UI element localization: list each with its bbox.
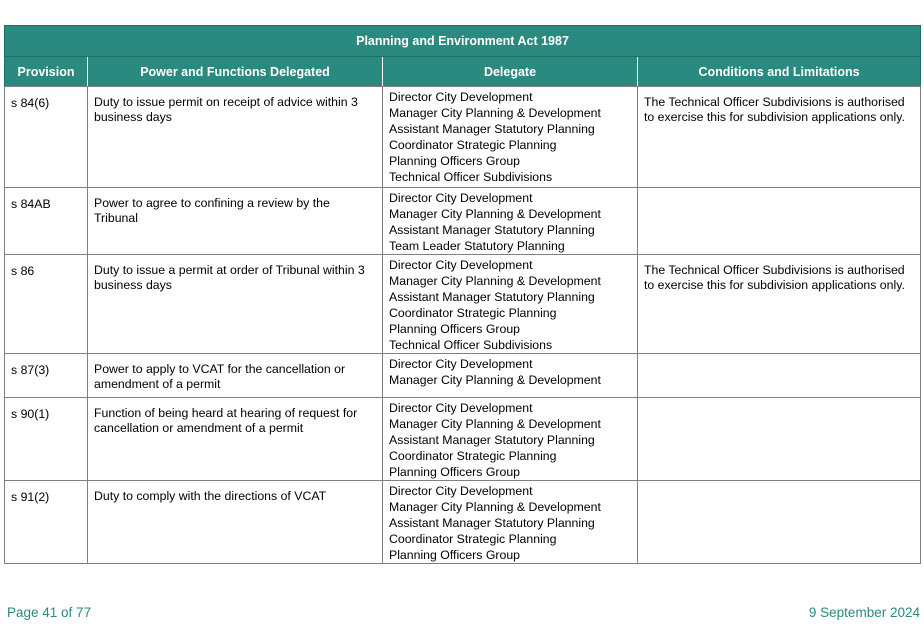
- delegate-cell: [383, 354, 638, 398]
- delegate-item: Director City Development: [389, 357, 533, 371]
- footer-date: 9 September 2024: [808, 605, 920, 620]
- delegate-item: Assistant Manager Statutory Planning: [389, 122, 595, 136]
- delegate-item: Coordinator Strategic Planning: [389, 306, 557, 320]
- delegate-item: Planning Officers Group: [389, 322, 521, 336]
- power-cell: Function of being heard at hearing of request for cancellation or amendment of a permit: [88, 398, 383, 481]
- delegate-item: Assistant Manager Statutory Planning: [389, 290, 595, 304]
- table-row: [5, 188, 921, 255]
- delegation-table-container: [4, 25, 920, 564]
- power-cell: Duty to comply with the directions of VCAT: [88, 481, 383, 564]
- delegate-item: Coordinator Strategic Planning: [389, 532, 557, 546]
- delegate-item: Manager City Planning & Development: [389, 274, 601, 288]
- delegate-item: Director City Development: [389, 90, 533, 104]
- delegate-cell: [383, 481, 638, 564]
- delegate-item: Assistant Manager Statutory Planning: [389, 516, 595, 530]
- provision-cell: s 84AB: [5, 188, 88, 255]
- delegation-table: [4, 25, 921, 564]
- table-row: [5, 87, 921, 188]
- table-row: [5, 398, 921, 481]
- delegate-item: Technical Officer Subdivisions: [389, 338, 553, 352]
- conditions-cell: The Technical Officer Subdivisions is authorised to exercise this for subdivision applications only.: [638, 255, 921, 354]
- delegate-item: Coordinator Strategic Planning: [389, 138, 557, 152]
- table-row: [5, 481, 921, 564]
- power-cell: Power to apply to VCAT for the cancellation or amendment of a permit: [88, 354, 383, 398]
- delegate-item: Manager City Planning & Development: [389, 106, 601, 120]
- conditions-cell: [638, 481, 921, 564]
- delegate-item: Director City Development: [389, 191, 533, 205]
- provision-cell: s 86: [5, 255, 88, 354]
- table-title: Planning and Environment Act 1987: [5, 26, 921, 57]
- delegate-item: Technical Officer Subdivisions: [389, 170, 553, 184]
- header-delegate: Delegate: [383, 57, 638, 87]
- delegate-item: Manager City Planning & Development: [389, 373, 601, 387]
- table-row: [5, 255, 921, 354]
- provision-cell: s 90(1): [5, 398, 88, 481]
- provision-cell: s 87(3): [5, 354, 88, 398]
- delegate-cell: [383, 255, 638, 354]
- delegate-item: Manager City Planning & Development: [389, 207, 601, 221]
- delegate-item: Team Leader Statutory Planning: [389, 239, 565, 253]
- delegate-item: Planning Officers Group: [389, 154, 521, 168]
- delegate-item: Assistant Manager Statutory Planning: [389, 433, 595, 447]
- delegate-item: Manager City Planning & Development: [389, 417, 601, 431]
- delegate-item: Manager City Planning & Development: [389, 500, 601, 514]
- provision-cell: s 84(6): [5, 87, 88, 188]
- delegate-item: Coordinator Strategic Planning: [389, 449, 557, 463]
- delegate-cell: [383, 188, 638, 255]
- power-cell: Power to agree to confining a review by the Tribunal: [88, 188, 383, 255]
- power-cell: Duty to issue permit on receipt of advice within 3 business days: [88, 87, 383, 188]
- delegate-item: Planning Officers Group: [389, 548, 521, 562]
- page-number: Page 41 of 77: [7, 605, 92, 620]
- delegate-item: Director City Development: [389, 484, 533, 498]
- conditions-cell: The Technical Officer Subdivisions is authorised to exercise this for subdivision applications only.: [638, 87, 921, 188]
- delegate-cell: [383, 87, 638, 188]
- header-conditions: Conditions and Limitations: [638, 57, 921, 87]
- conditions-cell: [638, 354, 921, 398]
- conditions-cell: [638, 188, 921, 255]
- header-provision: Provision: [5, 57, 88, 87]
- delegate-item: Assistant Manager Statutory Planning: [389, 223, 595, 237]
- provision-cell: s 91(2): [5, 481, 88, 564]
- delegate-item: Director City Development: [389, 258, 533, 272]
- power-cell: Duty to issue a permit at order of Tribunal within 3 business days: [88, 255, 383, 354]
- header-power-functions: Power and Functions Delegated: [88, 57, 383, 87]
- delegate-item: Director City Development: [389, 401, 533, 415]
- delegate-cell: [383, 398, 638, 481]
- table-row: [5, 354, 921, 398]
- conditions-cell: [638, 398, 921, 481]
- delegate-item: Planning Officers Group: [389, 465, 521, 479]
